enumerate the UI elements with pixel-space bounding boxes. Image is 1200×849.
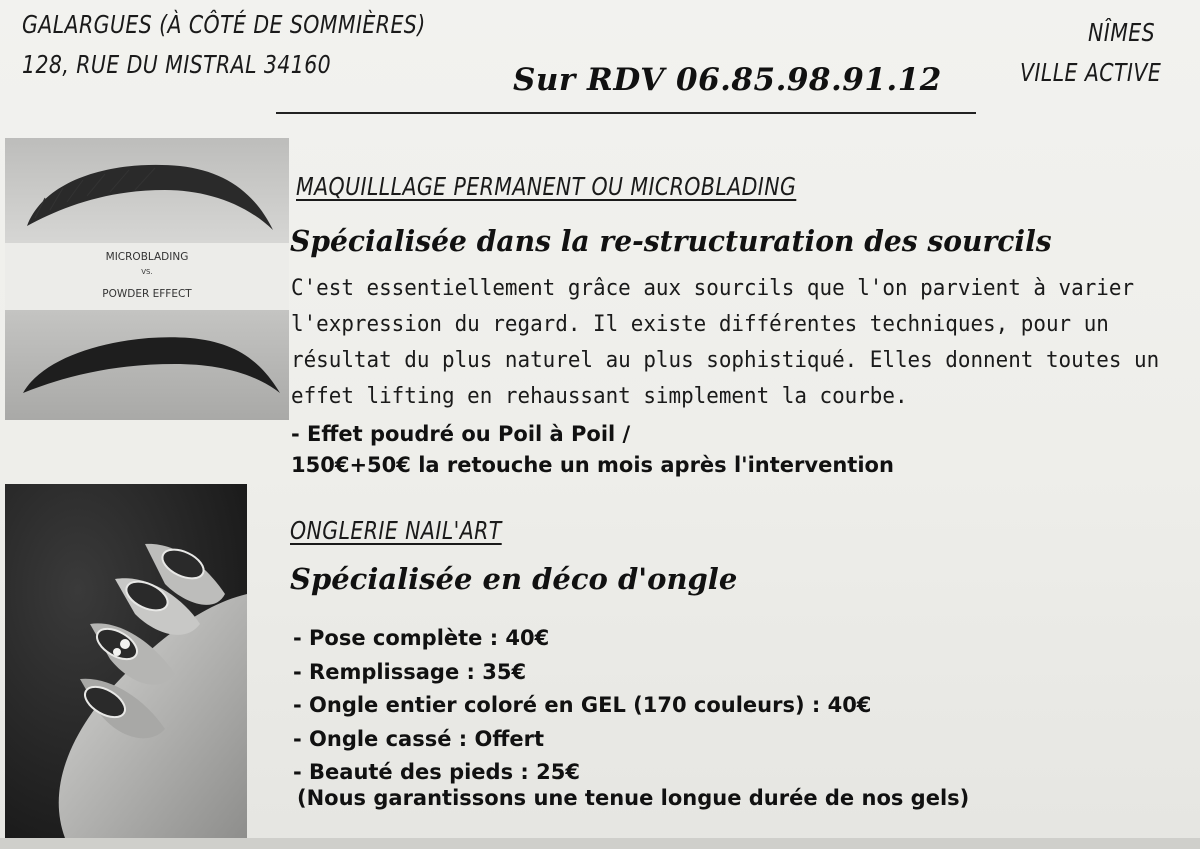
address-line-2: 128, RUE DU MISTRAL 34160 [22, 50, 332, 79]
section-permanent-makeup-subheading: Spécialisée dans la re-structuration des sourcils [290, 224, 1052, 258]
header-divider [276, 112, 976, 114]
nail-price-item: - Beauté des pieds : 25€ [293, 760, 580, 784]
brow-label-vs: VS. [5, 268, 289, 276]
nail-guarantee-note: (Nous garantissons une tenue longue durée de nos gels) [297, 786, 970, 810]
price-line: - Effet poudré ou Poil à Poil / [291, 422, 631, 446]
brow-comparison-image [5, 138, 289, 420]
nail-price-item: - Pose complète : 40€ [293, 626, 550, 650]
brow-label-powder: POWDER EFFECT [102, 288, 192, 300]
appointment-phone: Sur RDV 06.85.98.91.12 [513, 62, 942, 98]
paragraph-line: l'expression du regard. Il existe différentes techniques, pour un [291, 312, 1109, 337]
section-nail-art-heading: ONGLERIE NAIL'ART [290, 516, 502, 545]
nail-art-image [5, 484, 247, 838]
nail-price-item: - Ongle entier coloré en GEL (170 couleurs) : 40€ [293, 693, 872, 717]
nail-price-item: - Ongle cassé : Offert [293, 727, 544, 751]
eyebrow-illustration [5, 138, 289, 420]
paragraph-line: effet lifting en rehaussant simplement la courbe. [291, 384, 908, 409]
paragraph-line: résultat du plus naturel au plus sophistiqué. Elles donnent toutes un [291, 348, 1160, 373]
brow-label-microblading: MICROBLADING [105, 251, 189, 263]
nail-price-item: - Remplissage : 35€ [293, 660, 527, 684]
price-line: 150€+50€ la retouche un mois après l'intervention [291, 453, 894, 477]
hands-illustration [5, 484, 247, 838]
table-surface [0, 838, 1200, 849]
address-line-1: GALARGUES (À CÔTÉ DE SOMMIÈRES) [22, 10, 426, 39]
section-permanent-makeup-heading: MAQUILLLAGE PERMANENT OU MICROBLADING [296, 172, 797, 201]
paragraph-line: C'est essentiellement grâce aux sourcils que l'on parvient à varier [291, 276, 1135, 301]
city-name: NÎMES [1088, 18, 1156, 47]
section-nail-art-subheading: Spécialisée en déco d'ongle [290, 562, 738, 596]
city-subtitle: VILLE ACTIVE [1020, 58, 1162, 87]
